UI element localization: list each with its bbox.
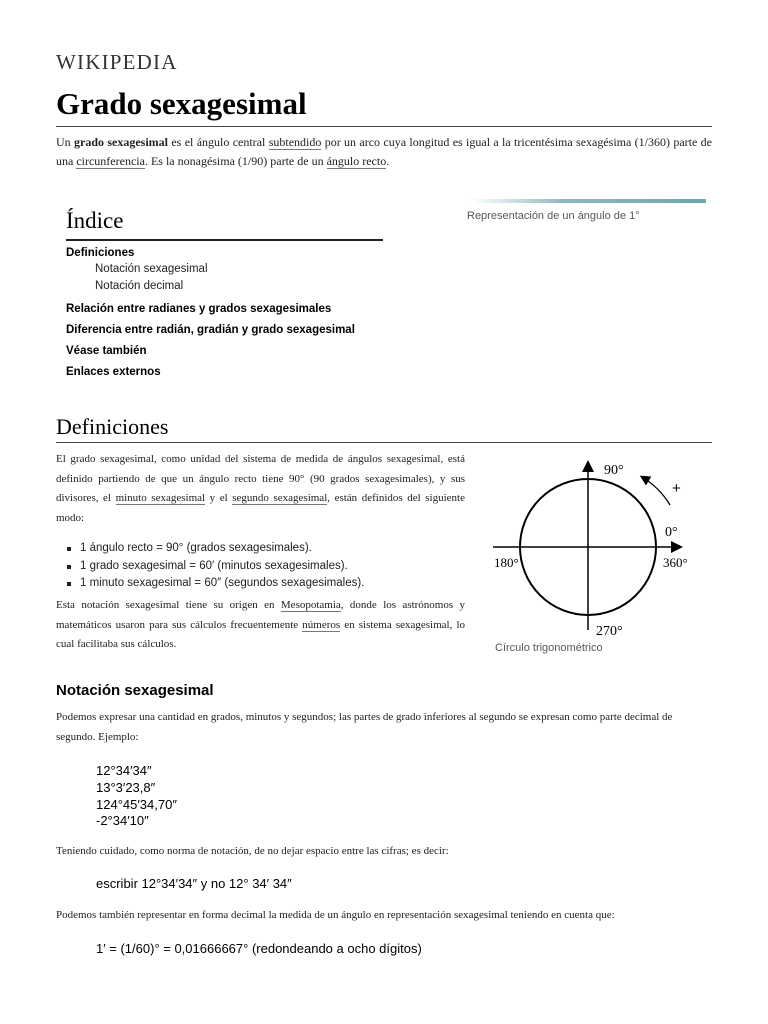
figure-circle-caption: Círculo trigonométrico [495, 642, 603, 654]
toc-item-definiciones[interactable]: Definiciones [66, 247, 135, 259]
link-minuto-sexagesimal[interactable]: minuto sexagesimal [115, 492, 206, 504]
example-line: -2°34′10″ [96, 813, 149, 828]
section-heading-notacion-sexagesimal: Notación sexagesimal [56, 682, 214, 699]
definiciones-paragraph-2: Esta notación sexagesimal tiene su origen en Mesopotamia, donde los astrónomos y matemáticos usaron para sus cálculos frecuentemente números en sistema sexagesimal, lo cual facilitaba sus cálculos. [56, 599, 466, 650]
example-line: 13°3′23,8″ [96, 780, 156, 795]
toc-item-enlaces-externos[interactable]: Enlaces externos [66, 366, 161, 378]
link-subtendido[interactable]: subtendido [268, 135, 322, 149]
notacion-paragraph-1: Podemos expresar una cantidad en grados, minutos y segundos; las partes de grado inferiores al segundo se expresan como parte decimal de segundo. Ejemplo: [56, 711, 673, 743]
notation-example: escribir 12°34′34″ y no 12° 34′ 34″ [96, 876, 292, 891]
link-angulo-recto[interactable]: ángulo recto [326, 154, 387, 168]
label-90: 90° [604, 463, 624, 478]
label-360: 360° [663, 555, 688, 570]
decimal-example: 1′ = (1/60)° = 0,01666667° (redondeando a ocho dígitos) [96, 941, 422, 956]
toc-item-relacion[interactable]: Relación entre radianes y grados sexagesimales [66, 303, 332, 315]
link-numeros[interactable]: números [302, 618, 341, 631]
label-270: 270° [596, 624, 623, 639]
list-item: 1 ángulo recto = 90° (grados sexagesimales). [62, 540, 364, 558]
label-180: 180° [494, 555, 519, 570]
example-line: 124°45′34,70″ [96, 797, 177, 812]
toc-item-vease-tambien[interactable]: Véase también [66, 345, 147, 357]
section-divider [56, 442, 712, 443]
toc-title: Índice [66, 208, 124, 233]
link-segundo-sexagesimal[interactable]: segundo sexagesimal [232, 492, 328, 504]
toc-item-notacion-decimal[interactable]: Notación decimal [95, 280, 184, 292]
list-item: 1 grado sexagesimal = 60′ (minutos sexagesimales). [62, 558, 364, 576]
rotation-arrow [642, 477, 670, 505]
toc-divider [66, 239, 383, 241]
trigonometric-circle-diagram[interactable] [488, 455, 703, 645]
notacion-paragraph-2: Teniendo cuidado, como norma de notación, de no dejar espacio entre las cifras; es decir: [56, 845, 449, 857]
figure-one-degree-image[interactable] [470, 199, 706, 203]
example-line: 12°34′34″ [96, 763, 152, 778]
toc-item-diferencia[interactable]: Diferencia entre radián, gradián y grado sexagesimal [66, 324, 355, 336]
label-plus: + [672, 480, 681, 497]
intro-paragraph: Un grado sexagesimal es el ángulo central subtendido por un arco cuya longitud es igual a la tricentésima sexagésima (1/360) parte de una circunferencia. Es la nonagésima (1/90) parte de un ángulo recto. [56, 135, 712, 168]
link-circunferencia[interactable]: circunferencia [76, 154, 145, 168]
definitions-list [62, 540, 364, 593]
definiciones-paragraph-1: El grado sexagesimal, como unidad del sistema de medida de ángulos sexagesimal, está definido partiendo de que un ángulo recto tiene 90° (90 grados sexagesimales), y sus divisores, el minuto sexagesimal y el segundo sexagesimal, están definidos del siguiente modo: [56, 453, 465, 524]
link-mesopotamia[interactable]: Mesopotamia [280, 599, 341, 611]
intro-bold-term: grado sexagesimal [74, 135, 169, 149]
wikipedia-logo[interactable]: WIKIPEDIA [56, 50, 178, 74]
page-title: Grado sexagesimal [56, 86, 307, 121]
title-divider [56, 126, 712, 127]
section-heading-definiciones: Definiciones [56, 414, 169, 439]
list-item: 1 minuto sexagesimal = 60″ (segundos sexagesimales). [62, 575, 364, 593]
toc-item-notacion-sexagesimal[interactable]: Notación sexagesimal [95, 263, 208, 275]
label-0: 0° [665, 525, 678, 540]
notacion-paragraph-3: Podemos también representar en forma decimal la medida de un ángulo en representación sexagesimal teniendo en cuenta que: [56, 909, 615, 921]
figure-one-degree-caption: Representación de un ángulo de 1° [467, 210, 640, 222]
